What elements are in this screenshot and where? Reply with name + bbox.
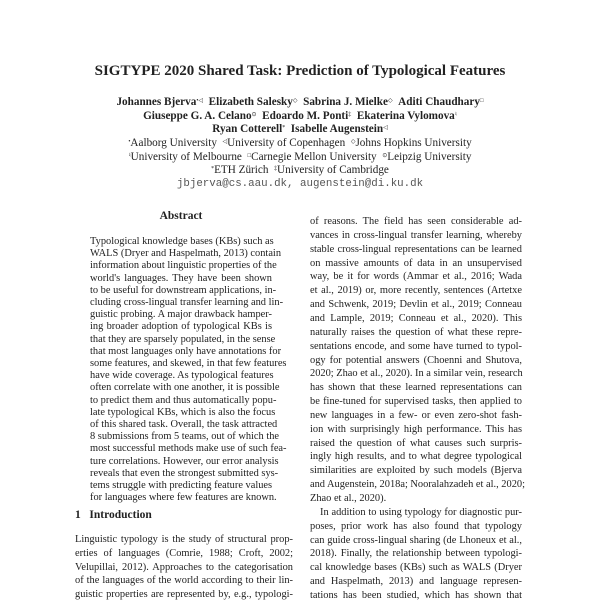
text-line: ture correlations. However, our error analysis: [90, 455, 279, 467]
contact-emails: jbjerva@cs.aau.dk, augenstein@di.ku.dk: [176, 178, 424, 190]
author-name: Sabrina J. Mielke◇: [303, 96, 393, 108]
author-name: Ryan Cotterell*: [212, 123, 286, 136]
affiliation-mark: ◁: [222, 139, 228, 145]
text-line: and Haspelmath, 2013) and language represen-: [310, 576, 522, 588]
text-line: guistic properties are represented by, e.g., typologi-: [75, 589, 293, 601]
text-line: for languages where few features are known.: [90, 492, 277, 504]
text-line: guistic probing. A major drawback hamper-: [90, 309, 272, 321]
author-name: Elizabeth Salesky◇: [208, 96, 298, 108]
abstract-heading: Abstract: [159, 210, 203, 222]
text-line: cal knowledge bases (KBs) such as WALS (Dryer: [310, 562, 522, 574]
author-name: Giuseppe G. A. Celano⊙: [143, 109, 257, 122]
affiliation-name: □Carnegie Mellon University: [247, 150, 377, 163]
text-line: late typological KBs, which is also the focus: [90, 406, 276, 418]
affiliation-name: ⊙Leipzig University: [382, 150, 472, 163]
text-line: reveals that even the strongest submitted sys-: [90, 467, 279, 479]
text-line: cluding cross-lingual transfer learning and lin-: [90, 297, 284, 308]
text-line: world's languages. They have been shown: [90, 272, 272, 284]
text-line: ing broader adoption of typological KBs is: [90, 321, 272, 333]
text-line: and Lample, 2019; Conneau et al., 2020). This: [310, 312, 522, 324]
affiliation-mark: ♮: [454, 111, 457, 118]
affiliation-mark: ◁: [383, 125, 388, 132]
text-line: Zhao et al., 2020).: [310, 493, 387, 504]
text-line: to be useful for downstream applications, in-: [90, 284, 277, 296]
author-name: Johannes Bjerva•◁: [116, 96, 204, 108]
text-line: 8 submissions from 5 teams, out of which the: [90, 431, 280, 443]
affiliation-mark: ◇: [350, 139, 356, 145]
text-line: WALS (Dryer and Haspelmath, 2013) contain: [90, 248, 282, 260]
text-line: information about linguistic properties of the: [90, 260, 277, 272]
affiliation-mark: ⊙: [251, 111, 257, 118]
text-line: of reasons. The field has seen considerable ad-: [310, 216, 522, 227]
text-line: 2018). Finally, the relationship between typologi-: [310, 548, 522, 560]
text-line: have wide coverage. As typological features: [90, 370, 274, 382]
text-line: raised the question of what causes such surpris-: [310, 437, 522, 449]
text-line: 2020; Zhao et al., 2020). In a similar vein, research: [310, 368, 523, 380]
text-line: some features, and skewed, in that few features: [90, 358, 287, 369]
author-name: Ekaterina Vylomova♮: [356, 109, 457, 122]
text-line: ion with surprisingly high performance. This has: [310, 423, 522, 435]
text-line: new languages in a few- or even zero-shot fash-: [310, 409, 522, 421]
text-line: to predict them and thus automatically popu-: [90, 394, 277, 406]
text-line: ogy for potential answers (Choenni and Shutova,: [310, 354, 522, 366]
text-line: that they are sparsely populated, in the sense: [90, 333, 276, 345]
section-title: Introduction: [89, 509, 152, 521]
affiliation-mark: •: [128, 139, 131, 145]
author-list: [0, 96, 600, 137]
affiliation-mark: ⊙: [382, 152, 388, 159]
affiliation-mark: □: [479, 98, 484, 104]
text-line: ingly high results, and to what degree typological: [310, 451, 522, 463]
text-line: stable cross-lingual representations can be learned: [310, 243, 522, 255]
text-line: can guide cross-lingual sharing (de Lhoneux et al.,: [310, 534, 522, 546]
author-name: Aditi Chaudhary□: [398, 96, 484, 108]
text-line: Velupillai, 2012). Approaches to the categorisation: [75, 561, 293, 573]
text-line: on massive amounts of data in an unsupervised: [310, 257, 522, 269]
text-line: of this shared task. Overall, the task attracted: [90, 419, 278, 430]
affiliation-mark: ◇: [387, 98, 393, 104]
affiliation-name: ◇Johns Hopkins University: [350, 137, 472, 149]
text-line: be fine-tuned for supervised tasks, then applied to: [310, 396, 522, 408]
affiliation-row: [0, 151, 600, 165]
affiliation-mark: □: [247, 152, 252, 159]
author-row: [0, 96, 600, 110]
text-line: way, be it for words (Ammar et al., 2016; Wada: [310, 271, 522, 283]
author-row: [0, 123, 600, 137]
affiliation-mark: •◁: [196, 98, 204, 104]
text-line: et al., 2019) or, more recently, sentences (Artetxe: [310, 285, 522, 297]
affiliation-row: [0, 137, 600, 151]
text-line: erties of languages (Comrie, 1988; Croft, 2002;: [75, 547, 293, 559]
affiliation-name: ‡University of Cambridge: [274, 164, 389, 177]
text-line: tems struggle with predicting feature values: [90, 480, 273, 491]
text-line: naturally raises the question of what these repre-: [310, 326, 522, 338]
text-line: Typological knowledge bases (KBs) such as: [90, 236, 274, 247]
text-line: most successful methods make use of such fea-: [90, 443, 287, 455]
text-line: often correlate with one another, it is possible: [90, 382, 280, 394]
author-name: Edoardo M. Ponti‡: [262, 109, 352, 122]
affiliation-name: •Aalborg University: [128, 137, 217, 149]
affiliation-name: *ETH Zürich: [211, 164, 269, 177]
affiliation-mark: ♮: [128, 152, 131, 159]
text-line: has shown that these learned representations can: [310, 382, 522, 394]
text-line: Linguistic typology is the study of structural prop-: [75, 534, 293, 545]
affiliation-mark: ‡: [274, 166, 278, 173]
text-line: and Schwenk, 2019; Devlin et al., 2019; Conneau: [310, 299, 522, 311]
affiliation-list: [0, 137, 600, 178]
affiliation-name: ◁University of Copenhagen: [222, 137, 346, 149]
text-line: vances in cross-lingual transfer learning, whereby: [310, 229, 522, 241]
affiliation-mark: *: [282, 125, 286, 132]
text-line: sentations encode, and some have turned to typol-: [310, 340, 522, 352]
affiliation-mark: *: [211, 166, 215, 173]
affiliation-mark: ◇: [292, 98, 298, 104]
text-line: poses, prior work has also found that typology: [310, 520, 522, 532]
affiliation-row: [0, 164, 600, 178]
affiliation-mark: ‡: [348, 111, 352, 118]
text-line: similarities are exploited by such models (Bjerva: [310, 465, 522, 477]
text-line: In addition to using typology for diagnostic pur-: [320, 506, 522, 518]
text-line: of the languages of the world according to their lin-: [75, 575, 293, 587]
text-line: that most languages only have annotations for: [90, 345, 282, 357]
section-number: 1: [75, 509, 81, 521]
section-heading-introduction: [75, 509, 152, 521]
text-line: and Augenstein, 2018a; Nooralahzadeh et al., 2020;: [310, 479, 525, 491]
affiliation-name: ♮University of Melbourne: [128, 150, 242, 163]
author-row: [0, 110, 600, 124]
author-name: Isabelle Augenstein◁: [290, 123, 388, 136]
text-line: tations has been studied, which has shown that: [310, 589, 522, 601]
paper-title: SIGTYPE 2020 Shared Task: Prediction of Typological Features: [94, 63, 506, 79]
